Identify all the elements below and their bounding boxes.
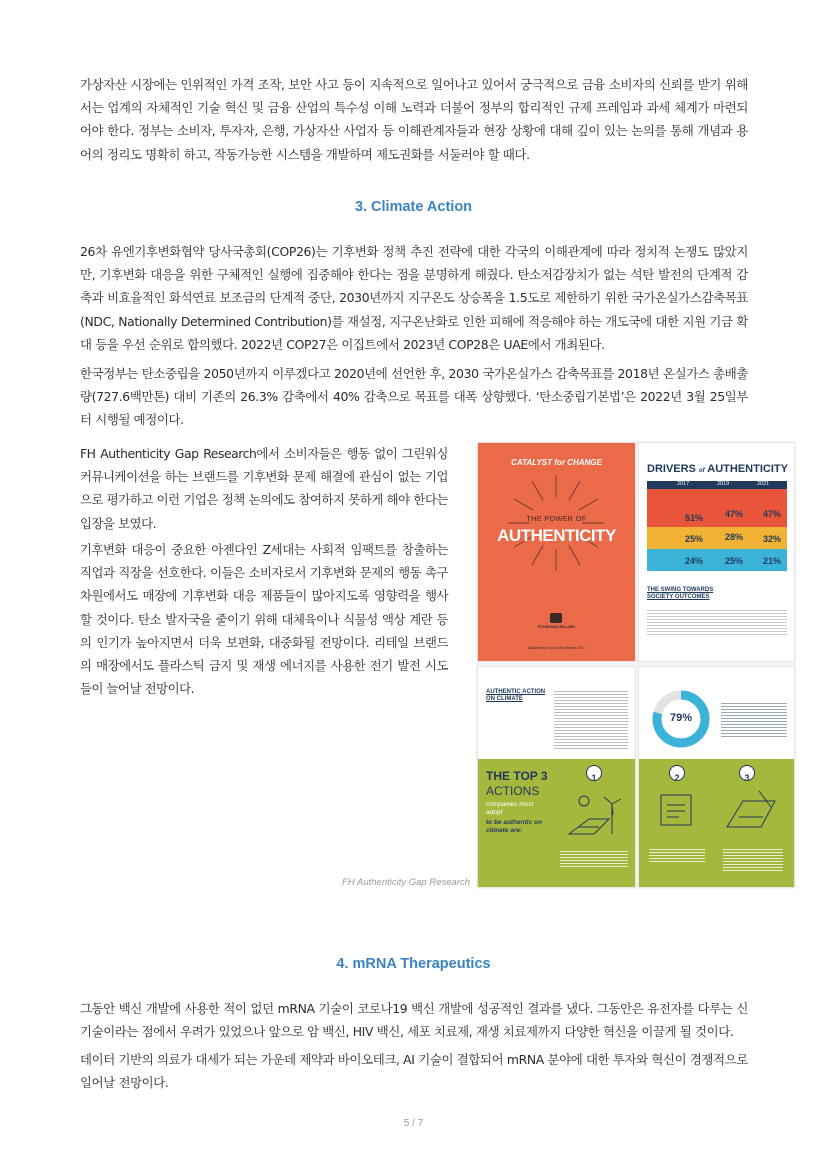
drivers-year-header: 2017 2019 2021 xyxy=(647,481,787,489)
section-heading-mrna: 4. mRNA Therapeutics xyxy=(336,956,491,972)
publisher-logo-icon xyxy=(550,613,562,623)
cover-footer: Authenticity Gap Global Report 2021 xyxy=(527,646,585,650)
climate-column-paragraph-1: FH Authenticity Gap Research에서 소비자들은 행동 없이 그린워싱 커뮤니케이션을 하는 브랜드를 기후변화 문제 해결에 관심이 없는 기업으로 평가하고 이런 기업은 정책 논의에도 참여하지 못하게 해야 한다는 입장을 보였다. xyxy=(80,446,448,531)
solar-wind-icon xyxy=(564,789,624,839)
percent-value: 79% xyxy=(669,712,693,724)
image-caption: FH Authenticity Gap Research xyxy=(342,877,470,888)
step-1-text xyxy=(560,849,628,869)
mrna-paragraph-1: 그동안 백신 개발에 사용한 적이 없던 mRNA 기술이 코로나19 백신 개발에 성공적인 결과를 냈다. 그동안은 유전자를 다루는 신기술이라는 점에서 우려가 있었으나 앞으로 암 백신, HIV 백신, 세포 치료제, 재생 치료제까지 다양한 혁신을 이끌게 될 것이다. xyxy=(80,1001,748,1040)
cover-kicker: CATALYST for CHANGE xyxy=(511,458,602,467)
report-stats-page xyxy=(639,667,794,887)
cover-title-big: AUTHENTICITY xyxy=(497,526,616,545)
action-body-text xyxy=(554,689,628,749)
document-pencil-icon xyxy=(723,787,779,831)
drivers-row-3: 24% 25% 21% xyxy=(647,549,787,571)
step-3-badge: 3 xyxy=(739,765,755,781)
report-cover-page xyxy=(478,443,635,661)
report-action-page xyxy=(478,667,635,887)
mrna-paragraph-2: 데이터 기반의 의료가 대세가 되는 가운데 제약과 바이오테크, AI 기술이 결합되어 mRNA 분야에 대한 투자와 혁신이 경쟁적으로 일어날 전망이다. xyxy=(80,1052,748,1091)
step-2-text xyxy=(649,847,705,863)
percent-caption-lines xyxy=(721,701,787,737)
climate-column-paragraph-2: 기후변화 대응이 중요한 아젠다인 Z세대는 사회적 임팩트를 창출하는 직업과 직장을 선호한다. 이들은 소비자로서 기후변화 문제의 행동 촉구 차원에서도 매장에 기후변화 대응 제품들이 많아지도록 영향력을 행사할 것이다. 탄소 발자국을 줄이기 위해 대체육이나 식물성 액상 계란 등의 인기가 높아지면서 더욱 보편화, 대중화될 전망이다. 리테일 브랜드의 매장에서도 플라스틱 금지 및 재생 에너지를 사용한 전기 발전 시도들이 늘어날 전망이다. xyxy=(80,542,448,697)
drivers-row-1: 51% 47% 47% xyxy=(647,489,787,545)
drivers-row-2: 25% 28% 32% xyxy=(647,527,787,549)
swing-title: THE SWING TOWARDS SOCIETY OUTCOMES xyxy=(647,587,714,600)
step-3-text xyxy=(723,847,783,871)
sunburst-icon xyxy=(506,473,606,573)
step-1-badge: 1 xyxy=(586,765,602,781)
action-title: AUTHENTIC ACTION ON CLIMATE xyxy=(486,689,546,702)
steps-panel xyxy=(639,759,794,887)
report-spread-image xyxy=(476,441,796,889)
drivers-title: DRIVERS of AUTHENTICITY xyxy=(647,463,788,475)
body-text-lines xyxy=(647,608,787,636)
cover-title-small: THE POWER OF xyxy=(526,516,587,523)
step-2-badge: 2 xyxy=(669,765,685,781)
climate-paragraph-2: 한국정부는 탄소중립을 2050년까지 이루겠다고 2020년에 선언한 후, 2030 국가온실가스 감축목표를 2018년 온실가스 총배출량(727.6백만톤) 대비 기존의 26.3% 감축에서 40% 감축으로 목표를 대폭 상향했다. ‘탄소중립기본법’은 2022년 3월 25일부터 시행될 예정이다. xyxy=(80,366,748,428)
report-drivers-page xyxy=(639,443,794,661)
cover-publisher: FLEISHMAN HILLARD xyxy=(538,625,575,629)
intro-paragraph: 가상자산 시장에는 인위적인 가격 조작, 보안 사고 등이 지속적으로 일어나고 있어서 궁극적으로 금융 소비자의 신뢰를 받기 위해서는 업계의 자체적인 기술 혁신 및 금융 산업의 특수성 이해 노력과 더불어 정부의 합리적인 규제 프레임과 과세 체계가 마련되어야 한다. 정부는 소비자, 투자자, 은행, 가상자산 사업자 등 이해관계자들과 현장 상황에 대해 깊이 있는 논의를 통해 개념과 용어의 정리도 명확히 하고, 작동가능한 시스템을 개발하며 제도권화를 서둘러야 할 때다. xyxy=(80,77,748,162)
page-number: 5 / 7 xyxy=(403,1118,424,1129)
section-heading-climate-action: 3. Climate Action xyxy=(354,199,473,215)
clipboard-icon xyxy=(653,789,701,829)
climate-paragraph-1: 26차 유엔기후변화협약 당사국총회(COP26)는 기후변화 정책 추진 전략에 대한 각국의 이해관계에 따라 정치적 논쟁도 많았지만, 기후변화 대응을 위한 구체적인 실행에 집중해야 한다는 점을 분명하게 해줬다. 탄소저감장치가 없는 석탄 발전의 단계적 감축과 비효율적인 화석연료 보조금의 단계적 중단, 2030년까지 지구온도 상승폭을 1.5도로 제한하기 위한 국가온실가스감축목표(NDC, Nationally Determined Contribution)를 재설정, 지구온난화로 인한 피해에 적응해야 하는 개도국에 대한 지원 기금 확대 등을 우선 순위로 합의했다. 2022년 COP27은 이집트에서 2023년 COP28은 UAE에서 개최된다. xyxy=(80,244,748,352)
top3-panel: THE TOP 3 ACTIONS companies must adopt to be authentic on climate are: 1 xyxy=(478,759,635,887)
